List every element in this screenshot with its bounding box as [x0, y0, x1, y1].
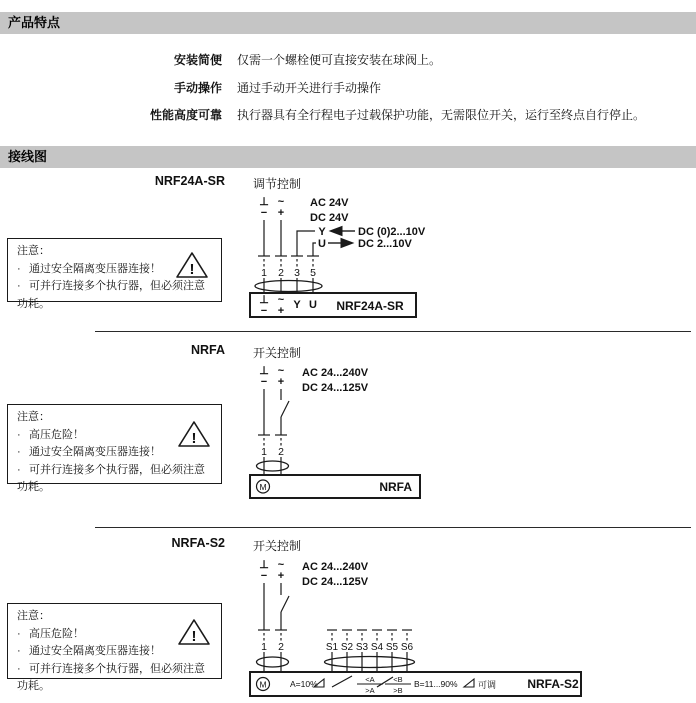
wire-break-marks: [258, 435, 287, 446]
ac-symbol: ~: [277, 365, 285, 377]
power-terminal-symbols: [259, 196, 285, 219]
section-title: 接线图: [8, 149, 48, 164]
note-text: 可并行连接多个执行器，但必须注意功耗。: [17, 280, 205, 310]
bullet: ·: [17, 463, 21, 476]
power-terminal-symbols: [259, 559, 285, 582]
wire-number: 2: [278, 267, 284, 279]
bullet: ·: [17, 280, 21, 292]
supply-wires: [264, 389, 289, 435]
actuator-box-label: NRFA-S2: [527, 677, 579, 691]
bullet: ·: [17, 645, 21, 657]
dc-voltage-label: DC 24V: [310, 212, 349, 224]
s-terminal: S2: [340, 642, 354, 653]
bullet: ·: [17, 446, 21, 458]
actuator-box-label: NRF24A-SR: [336, 299, 404, 313]
wiring-diagram-nrfa-s2: [240, 550, 585, 700]
plus-symbol: +: [277, 305, 285, 317]
actuator-box-label: NRFA: [379, 480, 412, 494]
terminal-u: U: [309, 299, 317, 311]
dc-voltage-label: DC 24...125V: [302, 382, 369, 394]
note-text: 可并行连接多个执行器，但必须注意功耗。: [17, 662, 205, 692]
note-box-3: [7, 603, 222, 692]
ac-symbol: ~: [277, 196, 285, 208]
note-text: 高压危险！: [29, 428, 84, 441]
aux-switch-b-lt: <B: [393, 675, 403, 684]
supply-wires: [264, 583, 289, 630]
aux-switch-a-lt: <A: [365, 675, 375, 684]
s-terminal: S3: [355, 642, 369, 653]
note-title: 注意：: [17, 411, 50, 423]
wire-break-marks: [258, 256, 319, 267]
warning-triangle-icon: [177, 419, 211, 449]
cable-grommet: [255, 281, 322, 292]
note-text: 通过安全隔离变压器连接！: [29, 446, 161, 458]
motor-letter: M: [259, 482, 267, 492]
ground-symbol: ⊥: [259, 559, 269, 571]
signal-u-range: DC 2...10V: [358, 238, 412, 250]
warning-exclamation: !: [191, 628, 197, 645]
plus-symbol: +: [277, 376, 285, 388]
bullet: ·: [17, 662, 21, 675]
warning-triangle-icon: [175, 250, 209, 280]
minus-symbol: −: [260, 570, 268, 582]
ground-symbol: ⊥: [259, 196, 269, 208]
bullet: ·: [17, 627, 21, 640]
s-terminal: S4: [370, 642, 384, 653]
s-terminal: S5: [385, 642, 399, 653]
control-type-label: 调节控制: [253, 177, 302, 191]
arrow-left-icon: [330, 227, 355, 236]
wire-numbers: [261, 446, 284, 458]
adjustable-text: 可调: [478, 680, 497, 690]
ground-symbol: ⊥: [259, 294, 269, 306]
cable-grommet: [257, 657, 289, 667]
note-text: 高压危险！: [29, 627, 84, 640]
section-header-wiring: [0, 146, 696, 168]
feature-label: 手动操作: [173, 81, 222, 95]
note-item: [17, 278, 212, 313]
wiring-diagram-nrf24a-sr: [240, 190, 560, 325]
note-title: 注意：: [17, 245, 50, 257]
note-box-2: [7, 404, 222, 493]
wiring-diagram-nrfa: [240, 358, 440, 503]
model-name-nrfa-s2: NRFA-S2: [171, 536, 225, 550]
motor-letter: M: [259, 679, 267, 690]
terminal-y: Y: [293, 299, 301, 311]
warning-exclamation: !: [189, 261, 195, 278]
ground-symbol: ⊥: [259, 365, 269, 377]
section-title: 产品特点: [8, 15, 61, 30]
power-terminal-symbols: [259, 365, 285, 388]
wire-number: 1: [261, 641, 267, 653]
note-box-1: [7, 238, 222, 310]
signal-u-name: U: [318, 238, 326, 250]
wire-numbers: [261, 641, 284, 653]
bullet: ·: [17, 428, 21, 441]
model-name-nrfa: NRFA: [190, 343, 225, 357]
note-title: 注意：: [17, 610, 50, 622]
feature-description: 执行器具有全行程电子过载保护功能，无需限位开关，运行至终点自行停止。: [237, 108, 646, 122]
feature-label: 安装简便: [173, 53, 222, 67]
divider-line: [95, 527, 691, 528]
aux-switch-b-label: B=11...90%: [414, 679, 458, 689]
wire-break-marks: [258, 630, 412, 641]
feature-label: 性能高度可靠: [149, 108, 222, 122]
s-terminal-labels: [326, 642, 414, 653]
plus-symbol: +: [277, 207, 285, 219]
wire-numbers: [261, 267, 316, 279]
plus-symbol: +: [277, 570, 285, 582]
signal-y-range: DC (0)2...10V: [358, 226, 426, 238]
switch-blade: [281, 596, 289, 612]
section-header-features: [0, 12, 696, 34]
minus-symbol: −: [260, 305, 268, 317]
divider-line: [95, 331, 691, 332]
control-type-label: 开关控制: [253, 539, 302, 553]
cable-grommet: [257, 461, 289, 471]
warning-triangle-icon: [177, 617, 211, 647]
note-item: [17, 661, 212, 696]
aux-switch-a-label: A=10%: [290, 679, 318, 689]
control-type-label: 开关控制: [253, 346, 302, 360]
aux-switch-a-gt: >A: [365, 686, 375, 695]
ac-voltage-label: AC 24...240V: [302, 367, 369, 379]
minus-symbol: −: [260, 207, 268, 219]
lower-wires: [264, 457, 281, 475]
note-item: [17, 462, 212, 497]
ac-symbol: ~: [277, 559, 285, 571]
lower-wires: [264, 652, 407, 672]
ac-symbol: ~: [277, 294, 285, 306]
feature-description: 通过手动开关进行手动操作: [237, 81, 382, 95]
note-text: 通过安全隔离变压器连接！: [29, 262, 161, 275]
wire-number: 2: [278, 641, 284, 653]
wire-number: 1: [261, 446, 267, 458]
minus-symbol: −: [260, 376, 268, 388]
switch-blade: [281, 401, 289, 417]
aux-switch-b-gt: >B: [393, 686, 403, 695]
signal-y-name: Y: [318, 226, 326, 238]
ac-voltage-label: AC 24V: [310, 197, 349, 209]
feature-description: 仅需一个螺栓便可直接安装在球阀上。: [237, 53, 442, 67]
s-terminal: S6: [400, 642, 414, 653]
dc-voltage-label: DC 24...125V: [302, 576, 369, 588]
note-text: 可并行连接多个执行器，但必须注意功耗。: [17, 463, 205, 493]
supply-wires: [264, 220, 316, 256]
ac-voltage-label: AC 24...240V: [302, 561, 369, 573]
cable-grommet-s: [325, 657, 415, 668]
wire-number: 2: [278, 446, 284, 458]
note-text: 通过安全隔离变压器连接！: [29, 645, 161, 657]
wire-number: 5: [310, 267, 316, 279]
s-terminal: S1: [325, 642, 339, 653]
arrow-right-icon: [328, 239, 353, 248]
bullet: ·: [17, 262, 21, 275]
model-name-nrf24a-sr: NRF24A-SR: [154, 174, 225, 188]
wire-number: 1: [261, 267, 267, 279]
wire-number: 3: [294, 267, 300, 279]
warning-exclamation: !: [191, 430, 197, 447]
